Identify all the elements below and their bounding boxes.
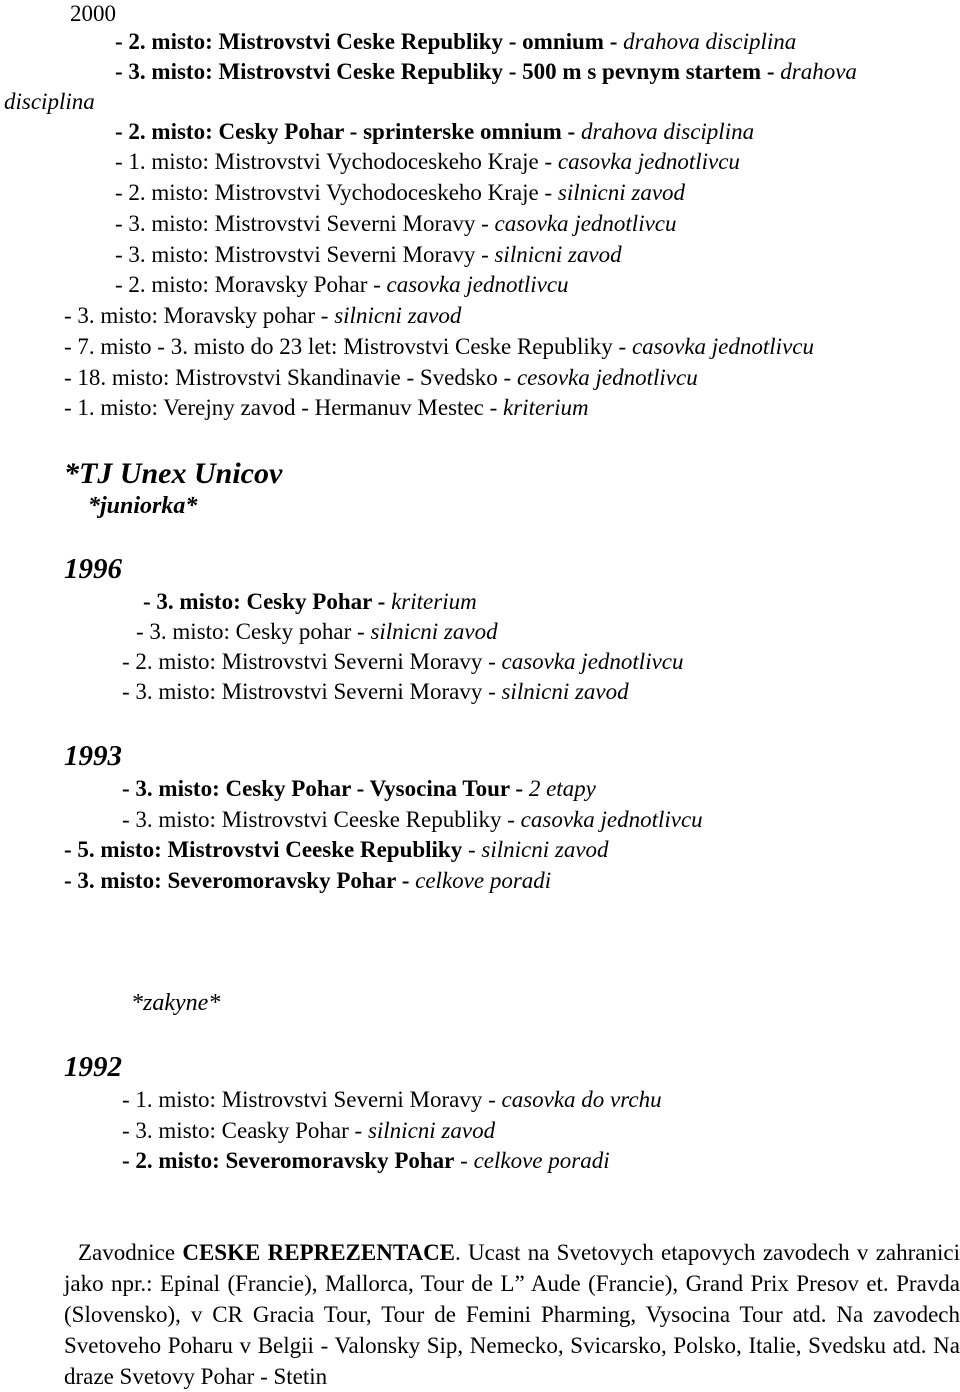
result-text: - 2. misto: Severomoravsky Pohar bbox=[122, 1148, 455, 1173]
result-line bbox=[122, 678, 629, 706]
discipline: silnicni zavod bbox=[494, 242, 622, 267]
result-line bbox=[136, 618, 498, 646]
discipline: silnicni zavod bbox=[367, 1118, 496, 1143]
discipline: casovka jednotlivcu bbox=[494, 211, 677, 236]
result-line bbox=[122, 806, 703, 834]
discipline: casovka do vrchu bbox=[501, 1087, 662, 1112]
discipline: silnicni zavod bbox=[370, 619, 498, 644]
result-line bbox=[115, 148, 740, 176]
result-text: - 3. misto: Cesky pohar - bbox=[136, 619, 371, 644]
result-line bbox=[115, 118, 754, 146]
result-text: - 3. misto: Ceasky Pohar - bbox=[122, 1118, 368, 1143]
result-text: - 3. misto: Mistrovstvi Ceske Republiky - 500 m s pevnym startem - bbox=[115, 59, 781, 84]
result-text: - 18. misto: Mistrovstvi Skandinavie - Svedsko - bbox=[64, 365, 517, 390]
result-line bbox=[122, 648, 684, 676]
result-text: - 1. misto: Verejny zavod - Hermanuv Mestec - bbox=[64, 395, 504, 420]
student-heading: *zakyne* bbox=[131, 990, 221, 1016]
result-text: - 3. misto: Mistrovstvi Severni Moravy - bbox=[115, 211, 495, 236]
discipline: casovka jednotlivcu bbox=[501, 649, 684, 674]
paragraph-bold: CESKE REPREZENTACE bbox=[182, 1240, 456, 1265]
discipline: silnicni zavod bbox=[481, 837, 609, 862]
year-1992: 1992 bbox=[64, 1051, 122, 1083]
discipline: 2 etapy bbox=[528, 776, 596, 801]
discipline: casovka jednotlivcu bbox=[631, 334, 814, 359]
discipline: drahova bbox=[780, 59, 857, 84]
paragraph-text: . Ucast na Svetovych etapovych zavodech v zahranici jako npr.: Epinal (Francie), Mallorca, Tour de L” Aude (Francie), Grand Prix Presov et. Pravda (Slovensko), v CR Gracia Tour, Tour de Femini Pharming, Vysocina Tour atd. Na zavodech Svetoveho Poharu v Belgii - Valonsky Sip, Nemecko, Svicarsko, Polsko, Italie, Svedsku atd. Na draze Svetovy Pohar - Stetin bbox=[64, 1240, 960, 1389]
result-text: - 3. misto: Mistrovstvi Severni Moravy - bbox=[122, 679, 502, 704]
result-line bbox=[115, 271, 569, 299]
discipline: casovka jednotlivcu bbox=[557, 149, 740, 174]
result-line bbox=[64, 394, 589, 422]
result-text: - 2. misto: Mistrovstvi Severni Moravy - bbox=[122, 649, 502, 674]
result-text: - 3. misto: Mistrovstvi Severni Moravy - bbox=[115, 242, 495, 267]
junior-heading: *juniorka* bbox=[88, 493, 198, 519]
result-line bbox=[122, 1086, 662, 1114]
result-line bbox=[4, 88, 95, 116]
discipline: disciplina bbox=[4, 89, 95, 114]
result-line bbox=[115, 241, 622, 269]
discipline: silnicni zavod bbox=[501, 679, 629, 704]
result-text: - 3. misto: Moravsky pohar - bbox=[64, 303, 335, 328]
discipline: casovka jednotlivcu bbox=[386, 272, 569, 297]
result-line bbox=[64, 867, 551, 895]
year-1996: 1996 bbox=[64, 553, 122, 585]
result-line bbox=[115, 210, 677, 238]
discipline: drahova disciplina bbox=[580, 119, 755, 144]
result-line bbox=[122, 1117, 495, 1145]
result-line bbox=[143, 588, 477, 616]
result-text: - 3. misto: Cesky Pohar - bbox=[143, 589, 392, 614]
result-text: - 2. misto: Moravsky Pohar - bbox=[115, 272, 387, 297]
discipline: silnicni zavod bbox=[557, 180, 686, 205]
result-line bbox=[115, 58, 857, 86]
representation-paragraph bbox=[64, 1237, 960, 1392]
result-line bbox=[64, 364, 698, 392]
discipline: celkove poradi bbox=[473, 1148, 610, 1173]
discipline: cesovka jednotlivcu bbox=[516, 365, 698, 390]
result-text: - 5. misto: Mistrovstvi Ceeske Republiky bbox=[64, 837, 463, 862]
result-line bbox=[115, 28, 796, 56]
result-text: - 7. misto - 3. misto do 23 let: Mistrovstvi Ceske Republiky - bbox=[64, 334, 632, 359]
discipline: celkove poradi bbox=[415, 868, 552, 893]
year-1993: 1993 bbox=[64, 740, 122, 772]
discipline: kriterium bbox=[503, 395, 589, 420]
result-separator: - bbox=[462, 837, 482, 862]
club-heading: *TJ Unex Unicov bbox=[64, 457, 283, 490]
result-line bbox=[122, 775, 596, 803]
result-text: - 2. misto: Mistrovstvi Vychodoceskeho Kraje - bbox=[115, 180, 558, 205]
result-text: - 3. misto: Severomoravsky Pohar - bbox=[64, 868, 416, 893]
result-line bbox=[115, 179, 685, 207]
result-text: - 2. misto: Mistrovstvi Ceske Republiky - omnium - bbox=[115, 29, 624, 54]
year-2000: 2000 bbox=[70, 1, 116, 26]
result-line bbox=[64, 836, 609, 864]
discipline: casovka jednotlivcu bbox=[520, 807, 703, 832]
result-text: - 1. misto: Mistrovstvi Vychodoceskeho Kraje - bbox=[115, 149, 558, 174]
discipline: silnicni zavod bbox=[334, 303, 462, 328]
paragraph-lead: Zavodnice bbox=[78, 1240, 183, 1265]
discipline: kriterium bbox=[391, 589, 477, 614]
result-line bbox=[122, 1147, 610, 1175]
result-line bbox=[64, 302, 461, 330]
result-text: - 3. misto: Cesky Pohar - Vysocina Tour - bbox=[122, 776, 529, 801]
result-text: - 3. misto: Mistrovstvi Ceeske Republiky - bbox=[122, 807, 521, 832]
result-text: - 1. misto: Mistrovstvi Severni Moravy - bbox=[122, 1087, 502, 1112]
discipline: drahova disciplina bbox=[623, 29, 797, 54]
result-separator: - bbox=[454, 1148, 474, 1173]
result-line bbox=[64, 333, 814, 361]
result-text: - 2. misto: Cesky Pohar - sprinterske omnium - bbox=[115, 119, 581, 144]
